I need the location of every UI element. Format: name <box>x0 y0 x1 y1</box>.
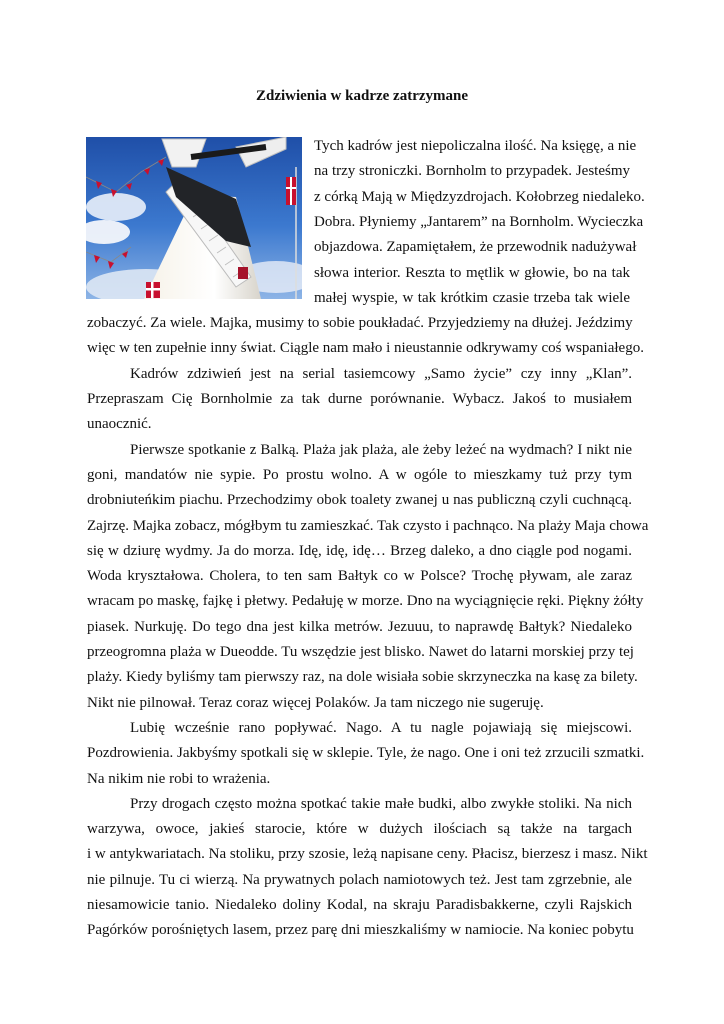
text-line: małej wyspie, w tak krótkim czasie trzeba tak wiele <box>314 289 630 306</box>
text-line: goni, mandatów nie sypie. Po prostu wolno. A w ogóle to mieszkamy tuż przy tym <box>87 466 633 483</box>
text-line: Pozdrowienia. Jakbyśmy spotkali się w sklepie. Tyle, że nago. One i oni też zrzucili szmatki. <box>87 745 645 762</box>
text-line: piasek. Nurkuję. Do tego dna jest kilka metrów. Jezuuu, to naprawdę Bałtyk? Niedaleko <box>87 618 632 635</box>
text-line: zobaczyć. Za wiele. Majka, musimy to sobie poukładać. Przyjedziemy na dłużej. Jeździmy <box>87 315 633 332</box>
text-line: przeogromna plaża w Dueodde. Tu wszędzie jest blisko. Nawet do latarni morskiej przy tej <box>87 644 634 660</box>
text-line: Pierwsze spotkanie z Balką. Plaża jak plaża, ale żeby leżeć na wydmach? I nikt nie <box>130 441 633 458</box>
document-title: Zdziwienia w kadrze zatrzymane <box>255 88 469 104</box>
text-line: Na nikim nie robi to wrażenia. <box>87 770 271 787</box>
text-line: Przepraszam Cię Bornholmie za tak durne porównanie. Wybacz. Jakoś to musiałem <box>87 391 633 407</box>
text-line: wracam po maskę, fajkę i płetwy. Pedałuję w morze. Dno na wyciągnięcie ręki. Piękny żółty <box>87 593 644 610</box>
text-line: Zajrzę. Majka zobacz, mógłbym tu zamieszkać. Tak czysto i pachnąco. Na plaży Maja chowa <box>87 517 649 534</box>
text-line: niesamowicie tanio. Niedaleko doliny Kodal, na skraju Paradisbakkerne, czyli Rajskich <box>87 897 633 913</box>
text-line: drobniuteńkim piachu. Przechodzimy obok toalety zwanej u nas publiczną czyli cuchnącą. <box>87 492 632 509</box>
text-line: Nikt nie pilnował. Teraz coraz więcej Polaków. Ja tam niczego nie sugeruję. <box>87 694 544 711</box>
text-line: unaocznić. <box>87 416 152 433</box>
text-line: Tych kadrów jest niepoliczalna ilość. Na księgę, a nie <box>314 138 637 154</box>
text-line: się w dziurę wydmy. Ja do morza. Idę, idę, idę… Brzeg daleko, a dno ciągle pod nogami. <box>87 542 632 559</box>
text-line: Kadrów zdziwień jest na serial tasiemcowy „Samo życie” czy inny „Klan”. <box>130 365 633 382</box>
text-line: Lubię wcześnie rano popływać. Nago. A tu nagle pojawiają się miejscowi. <box>130 719 633 736</box>
text-line: Pagórków porośniętych lasem, przez parę dni mieszkaliśmy w namiocie. Na koniec pobytu <box>87 922 634 939</box>
text-line: warzywa, owoce, jakieś starocie, które w dużych ilościach są także na targach <box>87 821 632 838</box>
text-line: Woda kryształowa. Cholera, to ten sam Bałtyk co w Polsce? Trochę pływam, ale zaraz <box>87 568 633 585</box>
text-line: objazdowa. Zapamiętałem, że przewodnik nadużywał <box>314 239 637 256</box>
text-line: nie pilnuje. Tu ci wierzą. Na prywatnych polach namiotowych też. Jest tam zgrzebnie, ale <box>87 871 632 888</box>
text-line: plaży. Kiedy byliśmy tam pierwszy raz, na dole wisiała sobie skrzyneczka na kasę za bilety. <box>87 669 638 686</box>
text-line: Przy drogach często można spotkać takie małe budki, albo zwykłe stoliki. Na nich <box>130 795 632 812</box>
text-line: Dobra. Płyniemy „Jantarem” na Bornholm. Wycieczka <box>314 213 644 230</box>
text-line: z córką Mają w Międzyzdrojach. Kołobrzeg niedaleko. <box>314 188 645 205</box>
text-line: na trzy stroniczki. Bornholm to przypadek. Jesteśmy <box>314 163 631 180</box>
text-line: słowa interior. Reszta to mętlik w głowie, bo na tak <box>314 264 630 281</box>
text-line: więc w ten zupełnie inny świat. Ciągle nam mało i nieustannie odkrywamy coś wspaniałego. <box>87 340 644 357</box>
text-line: i w antykwariatach. Na stoliku, przy szosie, leżą napisane ceny. Płacisz, bierzesz i masz. Nikt <box>87 846 648 863</box>
